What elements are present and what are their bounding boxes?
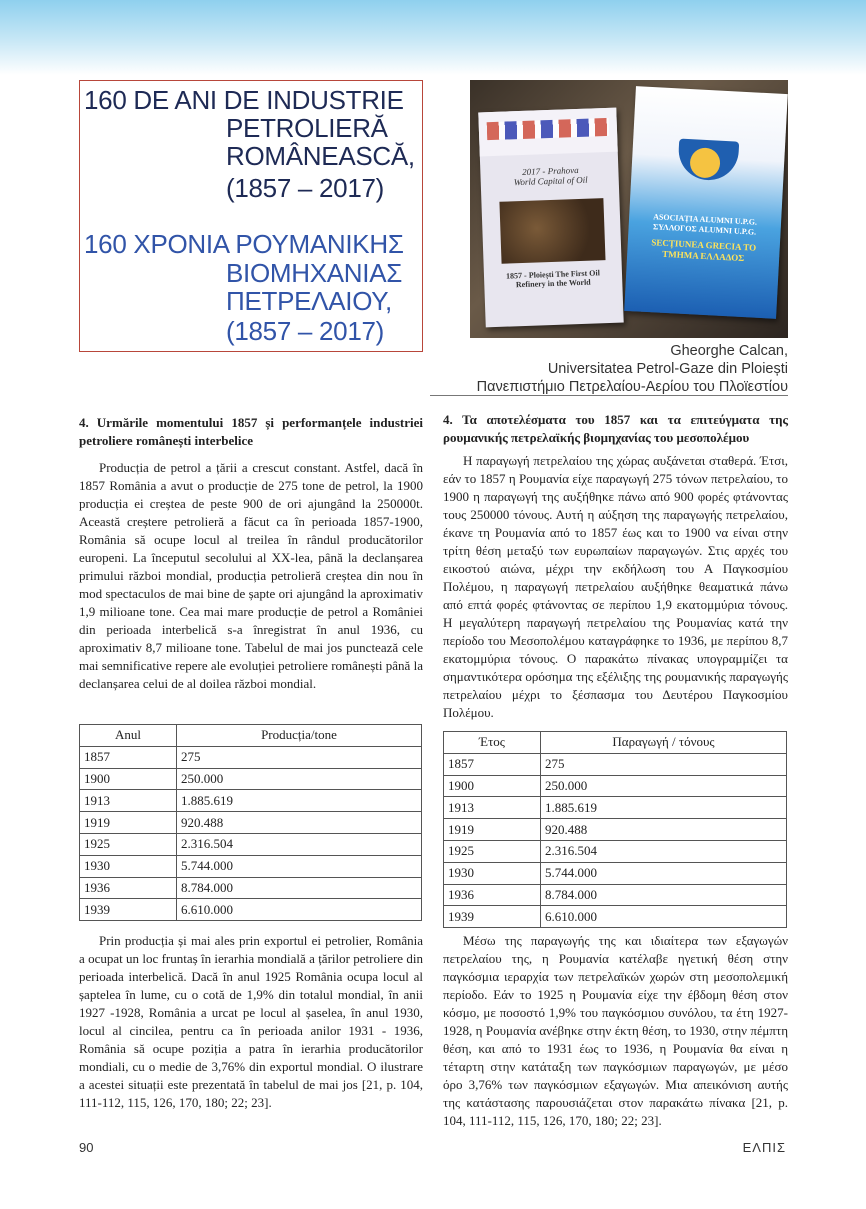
books-photo <box>470 80 788 338</box>
left-section-heading: 4. Urmările momentului 1857 și performanțele industriei petroliere românești interbelice <box>79 415 423 448</box>
book-cover-alumni <box>624 86 788 319</box>
title-gr-line4: (1857 – 2017) <box>226 316 385 346</box>
table-row: 1936 8.784.000 <box>80 877 422 899</box>
header-band <box>0 0 866 75</box>
table-header-year: Anul <box>80 725 177 747</box>
table-row: 1925 2.316.504 <box>444 840 787 862</box>
table-row: 1925 2.316.504 <box>80 833 422 855</box>
table-row: 1939 6.610.000 <box>444 906 787 928</box>
title-ro-line1: 160 DE ANI DE INDUSTRIE <box>84 85 404 115</box>
table-row: 1857 275 <box>80 746 422 768</box>
author-affiliation-ro: Universitatea Petrol-Gaze din Ploiești <box>547 361 788 377</box>
title-ro-line2: PETROLIERĂ <box>226 113 388 143</box>
table-row: 1913 1.885.619 <box>444 797 787 819</box>
table-row: 1919 920.488 <box>444 819 787 841</box>
table-row: 1936 8.784.000 <box>444 884 787 906</box>
title-gr-line2: ΒΙΟΜΗΧΑΝΙΑΣ <box>226 258 403 288</box>
right-paragraph-1: Η παραγωγή πετρελαίου της χώρας αυξάνεται σταθερά. Έτσι, εάν το 1857 η Ρουμανία είχε παραγωγή 275 τόνων πετρελαίου, το 1900 η παραγωγή της αυξήθηκε πάνω από 900 φορές φτάνοντας τους 250000 τόνους. Αυτή η αύξηση της παραγωγής πετρελαίου, έκανε τη Ρουμανία από το 1857 έως και το 1900 να είναι στην τρίτη θέση μεταξύ των ευρωπαίων παραγωγών. Στις αρχές του εικοστού αιώνα, μέχρι την εκδήλωση του Α Παγκοσμίου Πολέμου, η παραγωγή πετρελαίου αυξήθηκε θεαματικά πάνω από επτά φορές φτάνοντας σε περίπου 1,9 εκατομμύρια τόνους. Η μεγαλύτερη παραγωγή πετρελαίου της Ρουμανίας κατά την περίοδο του Μεσοπολέμου καταγράφηκε το 1936, με περίπου 8,7 εκατομμύρια τόνους. Ο παρακάτω πίνακας υπογραμμίζει τα σημαντικότερα ορόσημα της εξέλιξης της ρουμανικής παραγωγής πετρελαίου μέχρι το ξέσπασμα του Δευτέρου Παγκοσμίου Πολέμου. <box>443 453 788 720</box>
left-paragraph-1: Producția de petrol a țării a crescut constant. Astfel, dacă în 1857 România a avut o producție de 275 tone de petrol, la 1900 producția ei creștea de peste 900 de ori ajungând la 250000t. Această creștere petrolieră a făcut ca în perioada 1857-1900, România să ocupe locul al treilea în rândul producătorilor europeni. La începutul secolului al XX-lea, până la declanșarea primului război mondial, producția petrolieră creștea din nou în mod spectaculos de mai bine de șapte ori ajungând la aproximativ 1,9 milioane tone. Cea mai mare producție de petrol a României din perioada interbelică s-a înregistrat în anul 1936, cu aproximativ 8,7 milioane tone. Tabelul de mai jos punctează cele mai semnificative repere ale evoluției petroliere românești până la declanșarea celui de al doilea război mondial. <box>79 460 423 691</box>
table-row: 1857 275 <box>444 753 787 775</box>
right-section-heading: 4. Τα αποτελέσματα του 1857 και τα επιτεύγματα της ρουμανικής πετρελαϊκής βιομηχανίας του μεσοπολέμου <box>443 412 788 445</box>
book-cover-prahova <box>478 108 623 328</box>
book2-line1: ASOCIAȚIA ALUMNI U.P.G. ΣΥΛΛΟΓΟΣ ALUMNI U.P.G. <box>652 212 758 237</box>
divider <box>430 395 788 396</box>
table-row: 1939 6.610.000 <box>80 899 422 921</box>
left-production-table <box>79 724 422 921</box>
page-number: 90 <box>79 1140 94 1155</box>
table-header-production: Producția/tone <box>177 725 422 747</box>
title-gr-line1: 160 ΧΡΟΝΙΑ ΡΟΥΜΑΝΙΚΗΣ <box>84 229 404 259</box>
table-row: 1930 5.744.000 <box>80 855 422 877</box>
table-row: 1930 5.744.000 <box>444 862 787 884</box>
table-header-year: Έτος <box>444 732 541 754</box>
table-row: 1913 1.885.619 <box>80 790 422 812</box>
title-ro-line3: ROMÂNEASCĂ, <box>226 141 415 171</box>
table-header-production: Παραγωγή / τόνους <box>541 732 787 754</box>
left-paragraph-2: Prin producția și mai ales prin exportul ei petrolier, România a ocupat un loc fruntaș în ierarhia mondială a țărilor petroliere din perioada interbelică. Dacă în anul 1925 România ocupa locul al șaptelea în lume, cu o cotă de 1,9% din totalul mondial, în anii 1927 -1928, România a urcat pe locul al șaselea, în anul 1930, locul al cincilea, pentru ca în perioada anilor 1931 - 1936, România să ocupe poziția a patra în ierarhia producătorilor mondiali, cu o medie de 3,76% din exportul mondial. O ilustrare a acestei situații este prezentată în tabelul de mai jos [21, p. 104, 111-112, 115, 126, 170, 180; 22; 23]. <box>79 933 423 1110</box>
journal-name: ΕΛΠΙΣ <box>742 1140 786 1155</box>
article-title-box <box>79 80 423 352</box>
book1-title: 2017 - Prahova World Capital of Oil <box>513 165 588 188</box>
author-name: Gheorghe Calcan, <box>670 343 788 359</box>
book2-line2: SECȚIUNEA GRECIA ΤΟ ΤΜΗΜΑ ΕΛΛΑΔΟΣ <box>651 237 757 264</box>
table-row: 1919 920.488 <box>80 812 422 834</box>
table-row: 1900 250.000 <box>80 768 422 790</box>
author-affiliation-gr: Πανεπιστήμιο Πετρελαίου-Αερίου του Πλοϊεστίου <box>476 379 788 395</box>
title-gr-line3: ΠΕΤΡΕΛΑΙΟΥ, <box>226 286 392 316</box>
right-paragraph-2: Μέσω της παραγωγής της και ιδιαίτερα των εξαγωγών πετρελαίου της, η Ρουμανία κατέλαβε ηγετική θέση στην παγκόσμια ιεραρχία των πετρελαϊκών χωρών στη μεσοπολεμική περίοδο. Εάν το 1925 η Ρουμανία είχε την έβδομη θέση στον κόσμο, με ποσοστό 1,9% του παγκόσμιου συνόλου, τα έτη 1927-1928, η Ρουμανία ανέβηκε στην έκτη θέση, το 1930, στην πέμπτη θέση, και από το 1931 έως το 1936, η Ρουμανία θα είναι η τέταρτη στην κατάταξη των παγκόσμιων παραγωγών, με μέσο όρο 3,76% των παγκόσμιων εξαγωγών. Μια απεικόνιση αυτής της κατάστασης παρουσιάζεται στον παρακάτω πίνακα [21, p. 104, 111-112, 115, 126, 170, 180; 22; 23]. <box>443 933 788 1128</box>
bronze-relief-image <box>499 198 605 264</box>
right-production-table <box>443 731 787 928</box>
title-ro-line4: (1857 – 2017) <box>226 173 385 203</box>
book1-subtitle: 1857 - Ploiești The First Oil Refinery in the World <box>505 268 601 290</box>
author-block <box>477 342 788 396</box>
table-row: 1900 250.000 <box>444 775 787 797</box>
